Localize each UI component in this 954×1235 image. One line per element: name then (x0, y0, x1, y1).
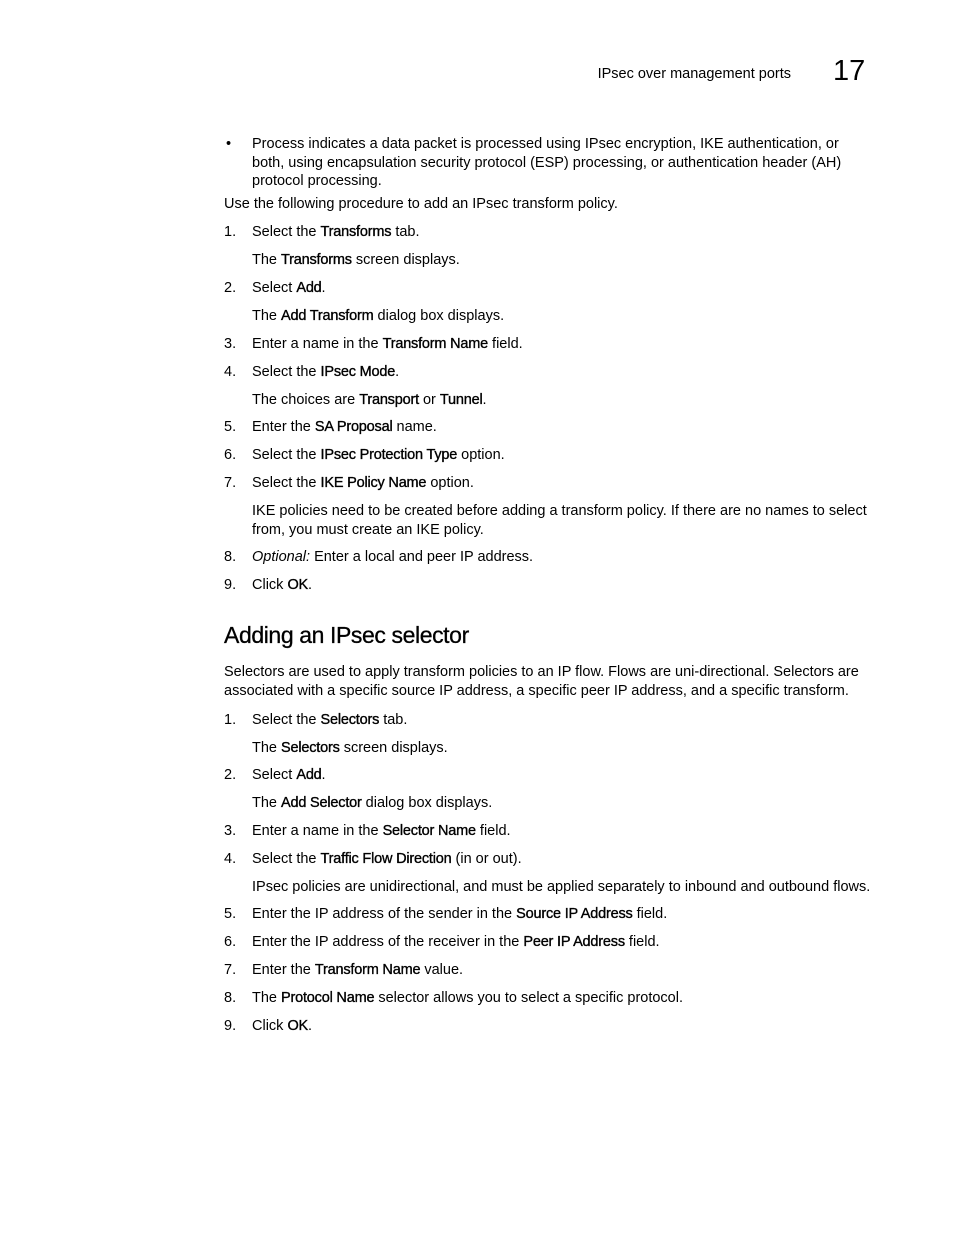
step-text: Select the (252, 363, 321, 380)
bullet-text: Process indicates a data packet is processed using IPsec encryption, IKE authentication, or both, using encapsulation security protocol (ESP) processing, or authentication header (AH) protocol processing. (252, 136, 842, 190)
step-text: The (252, 795, 282, 812)
step-text: Select (252, 767, 297, 784)
step-text: Select (252, 279, 297, 296)
step-number: 1. (224, 224, 237, 241)
step-text: or (418, 391, 440, 408)
ui-term: Traffic Flow Direction (320, 850, 452, 867)
step-item (224, 766, 872, 785)
step-text: screen displays. (339, 739, 448, 756)
bullet-item (224, 135, 872, 191)
step-text: . (321, 767, 326, 784)
step-text: Enter a name in the (252, 822, 383, 839)
step-note (224, 502, 872, 539)
step-text: The (252, 739, 282, 756)
step-number: 6. (224, 447, 237, 464)
step-note (224, 794, 872, 813)
step-text: The (252, 990, 282, 1007)
step-text: selector allows you to select a specific protocol. (374, 990, 683, 1007)
section-intro: Selectors are used to apply transform policies to an IP flow. Flows are uni-directional. Selectors are associated with a specific source IP address, a specific peer IP address, and a specific transform. (224, 664, 859, 699)
step-text: option. (457, 447, 505, 464)
step-item (224, 905, 872, 924)
step-text: field. (632, 906, 668, 923)
step-text: The (252, 252, 282, 269)
running-header-title: IPsec over management ports (597, 66, 791, 82)
ui-term: IKE Policy Name (320, 475, 427, 492)
procedure-intro: Use the following procedure to add an IPsec transform policy. (224, 195, 618, 212)
step-number: 9. (224, 1018, 237, 1035)
step-text: Enter the IP address of the sender in the (252, 906, 517, 923)
step-number: 2. (224, 767, 237, 784)
ui-term: IPsec Protection Type (320, 447, 458, 464)
ui-term: Transform Name (314, 962, 421, 979)
step-text: Select the (252, 711, 321, 728)
step-text: . (395, 363, 400, 380)
step-text: Click (252, 577, 288, 594)
step-text: name. (392, 419, 437, 436)
step-number: 8. (224, 990, 237, 1007)
step-text: . (308, 1018, 313, 1035)
step-text: (in or out). (451, 850, 522, 867)
step-text: . (321, 279, 326, 296)
step-number: 5. (224, 419, 237, 436)
step-item (224, 279, 872, 298)
step-item (224, 576, 872, 595)
step-text: IPsec policies are unidirectional, and must be applied separately to inbound and outbound flows. (252, 878, 871, 895)
step-text: Select the (252, 850, 321, 867)
step-note (224, 739, 872, 758)
transform-procedure-list (224, 223, 872, 595)
step-text: tab. (391, 224, 420, 241)
step-item (224, 446, 872, 465)
step-text: Enter the (252, 419, 315, 436)
step-text: Enter a local and peer IP address. (310, 549, 534, 566)
step-text: Select the (252, 475, 321, 492)
step-text: field. (488, 335, 523, 352)
page-body (224, 135, 872, 1045)
step-number: 6. (224, 934, 237, 951)
step-item (224, 335, 872, 354)
step-text: Click (252, 1018, 288, 1035)
ui-term: Transforms (320, 224, 392, 241)
step-text: tab. (379, 711, 408, 728)
step-italic-label: Optional: (252, 549, 311, 566)
step-item (224, 850, 872, 869)
ui-term: Selector Name (382, 822, 476, 839)
step-item (224, 1017, 872, 1036)
step-item (224, 822, 872, 841)
ui-term: Transport (359, 391, 419, 408)
step-note (224, 307, 872, 326)
ui-term: Selectors (320, 711, 380, 728)
step-number: 8. (224, 549, 237, 566)
ui-term: Source IP Address (516, 906, 633, 923)
step-item (224, 989, 872, 1008)
step-text: value. (420, 962, 464, 979)
step-text: Enter a name in the (252, 335, 383, 352)
step-item (224, 223, 872, 242)
step-text: . (482, 391, 487, 408)
step-text: The (252, 307, 282, 324)
step-number: 9. (224, 577, 237, 594)
selector-procedure-list (224, 711, 872, 1037)
ui-term: Peer IP Address (523, 934, 625, 951)
step-item (224, 363, 872, 382)
ui-term: OK (287, 577, 309, 594)
step-text: Select the (252, 447, 321, 464)
step-number: 4. (224, 363, 237, 380)
ui-term: Transforms (281, 252, 352, 269)
step-text: The choices are (252, 391, 360, 408)
bullet-icon: • (226, 136, 232, 152)
step-text: IKE policies need to be created before adding a transform policy. If there are no names to select from, you must create an IKE policy. (252, 503, 867, 538)
ui-term: SA Proposal (314, 419, 393, 436)
ui-term: Selectors (281, 739, 340, 756)
step-text: Enter the IP address of the receiver in the (252, 934, 524, 951)
ui-term: Tunnel (439, 391, 483, 408)
step-item (224, 711, 872, 730)
step-text: field. (624, 934, 660, 951)
step-text: . (308, 577, 313, 594)
ui-term: OK (287, 1018, 309, 1035)
step-number: 3. (224, 822, 237, 839)
ui-term: Protocol Name (281, 990, 375, 1007)
step-text: dialog box displays. (361, 795, 493, 812)
step-number: 7. (224, 475, 237, 492)
step-number: 7. (224, 962, 237, 979)
step-text: dialog box displays. (373, 307, 505, 324)
step-text: Select the (252, 224, 321, 241)
step-item (224, 418, 872, 437)
step-item (224, 961, 872, 980)
ui-term: Add Transform (281, 307, 374, 324)
section-heading: Adding an IPsec selector (224, 622, 469, 649)
step-number: 1. (224, 711, 237, 728)
step-note (224, 391, 872, 410)
ui-term: IPsec Mode (320, 363, 396, 380)
ui-term: Add Selector (281, 795, 362, 812)
chapter-number: 17 (833, 55, 866, 87)
step-number: 4. (224, 850, 237, 867)
step-note (224, 878, 872, 897)
ui-term: Transform Name (382, 335, 489, 352)
step-text: field. (475, 822, 511, 839)
step-item (224, 548, 872, 567)
ui-term: Add (296, 279, 322, 296)
step-text: Enter the (252, 962, 315, 979)
step-item (224, 933, 872, 952)
step-note (224, 251, 872, 270)
step-item (224, 474, 872, 493)
step-text: option. (426, 475, 474, 492)
step-number: 5. (224, 906, 237, 923)
step-number: 2. (224, 279, 237, 296)
step-number: 3. (224, 335, 237, 352)
step-text: screen displays. (351, 252, 460, 269)
ui-term: Add (296, 767, 322, 784)
